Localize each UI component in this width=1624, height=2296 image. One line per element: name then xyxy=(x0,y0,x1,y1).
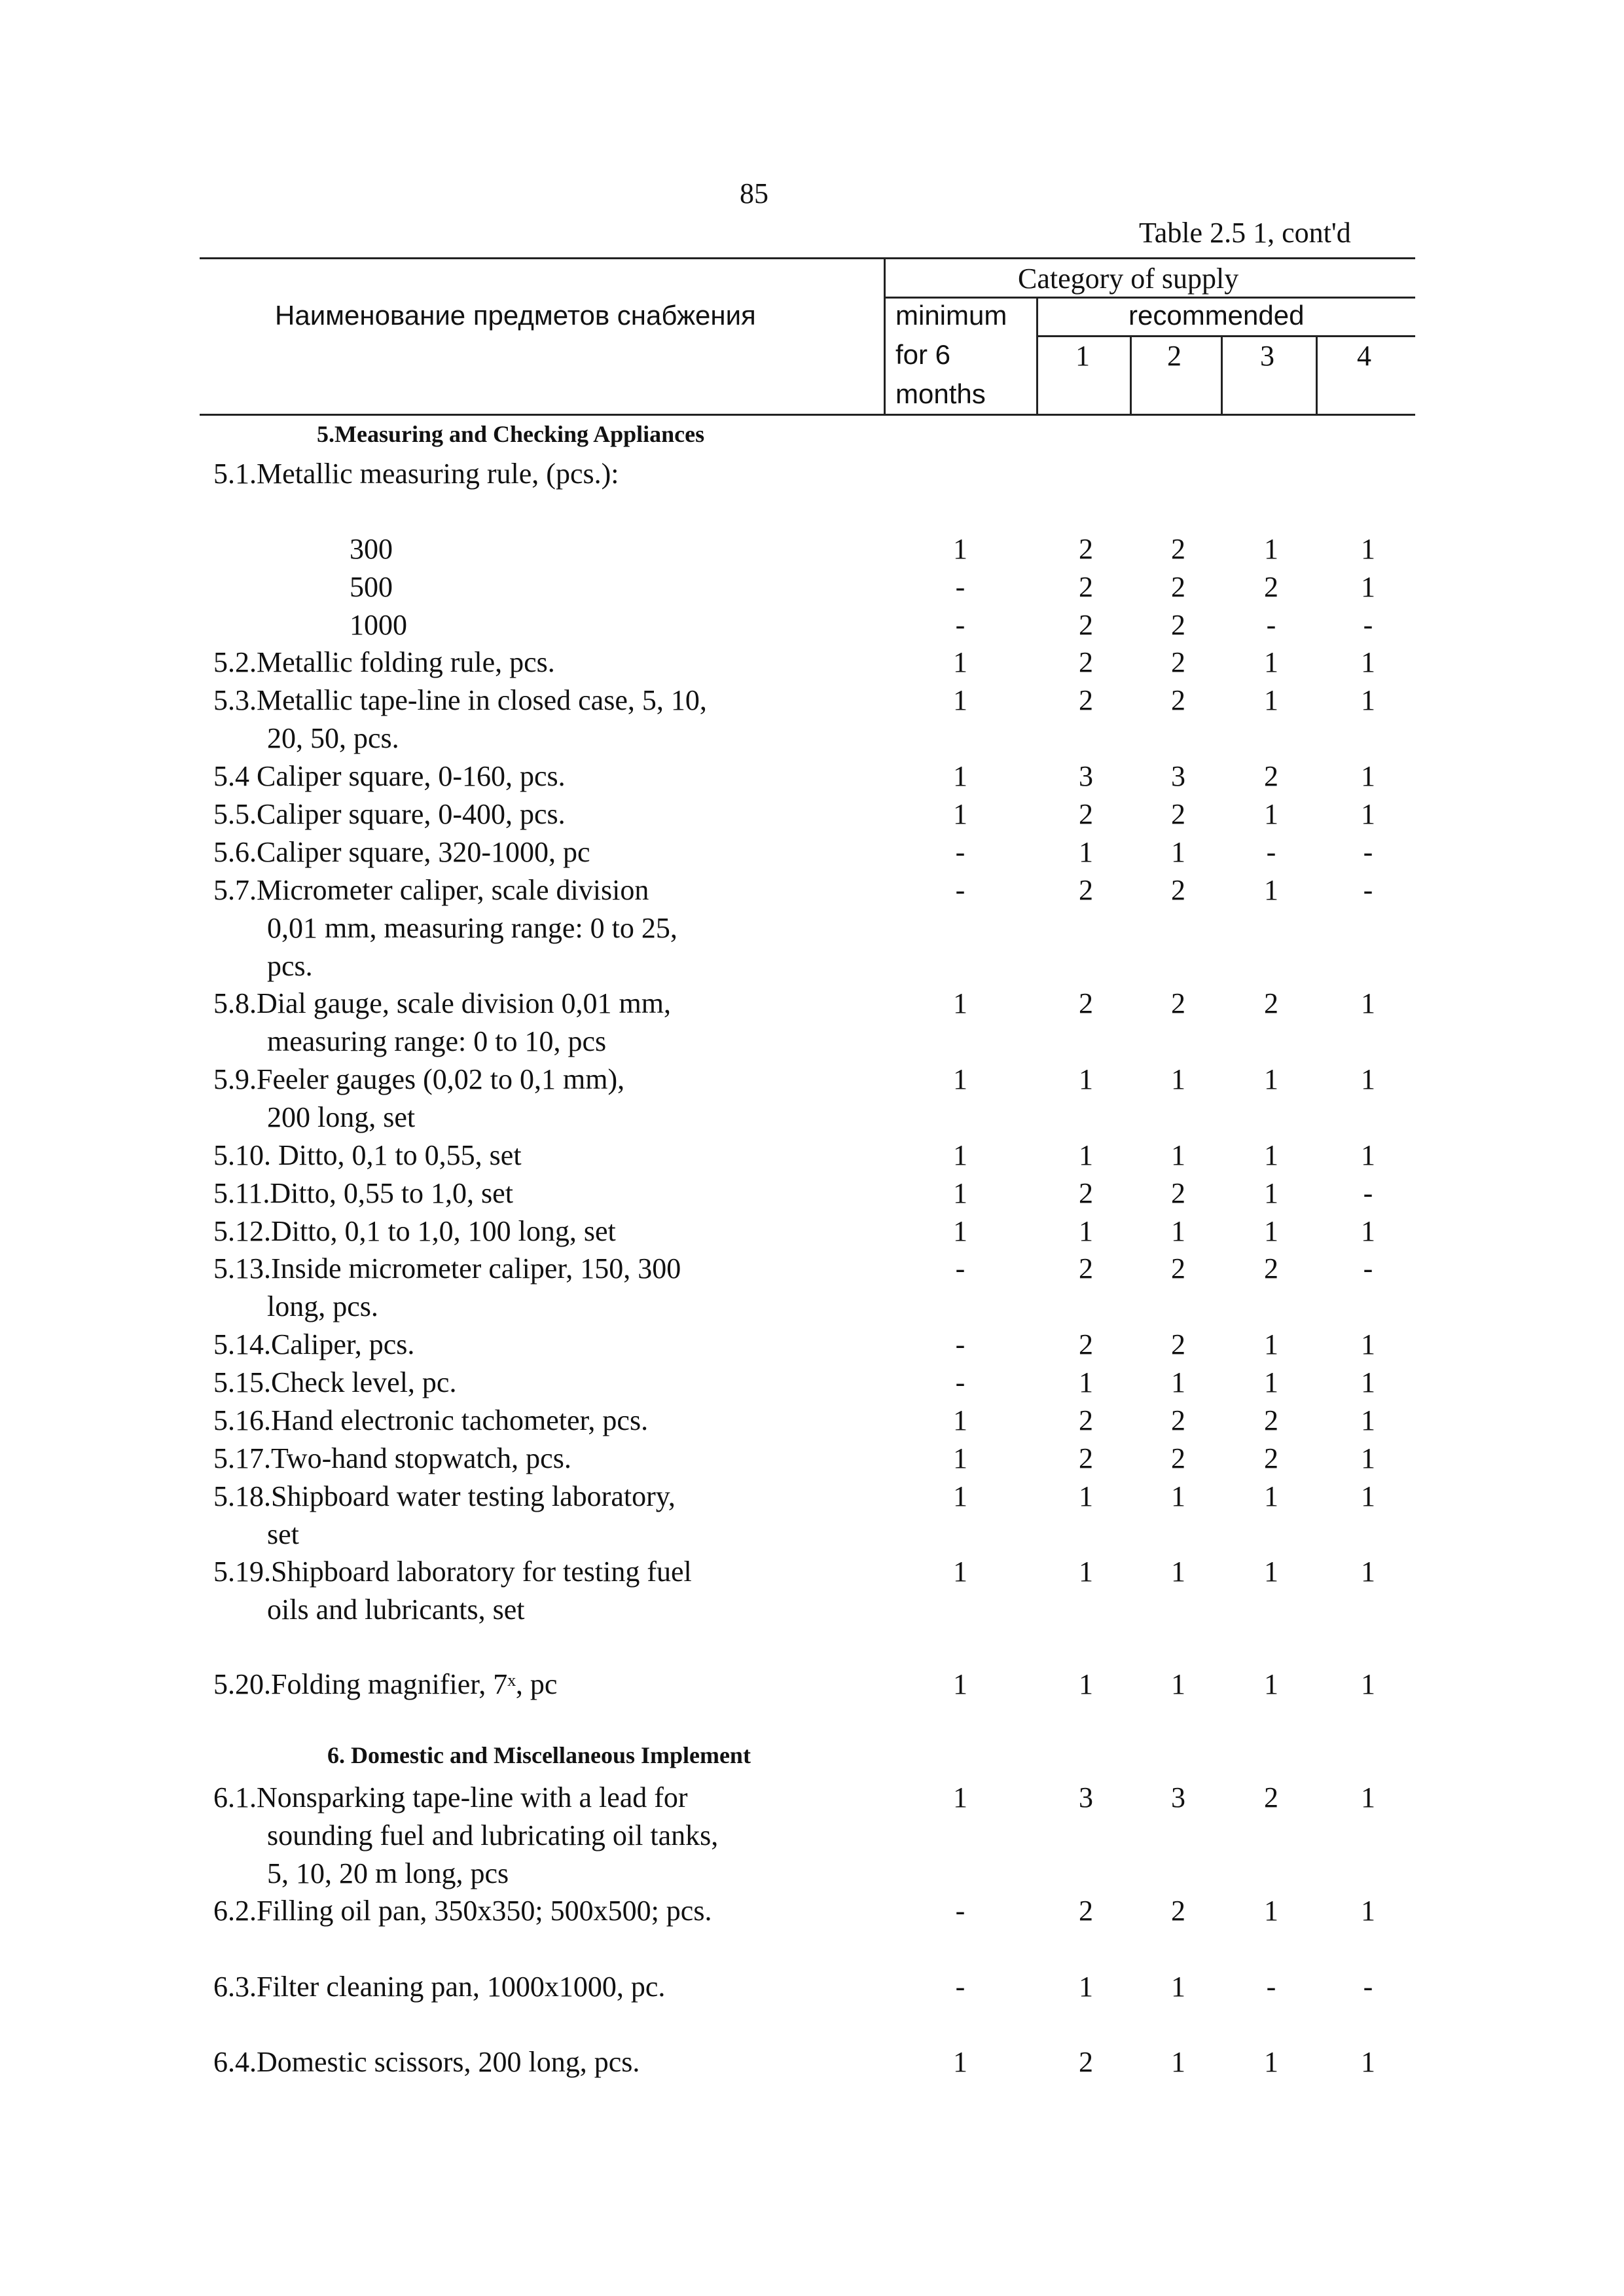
cell-minimum: - xyxy=(955,1252,965,1285)
cell-category-3: 2 xyxy=(1264,987,1278,1019)
cell-category-2: 1 xyxy=(1171,1366,1185,1398)
cell-category-4: 1 xyxy=(1361,1442,1375,1474)
cell-minimum: 1 xyxy=(953,1480,967,1512)
row-label-line: 5.2.Metallic folding rule, pcs. xyxy=(213,646,555,678)
row-label xyxy=(213,1968,665,2006)
cell-minimum: 1 xyxy=(953,1063,967,1095)
row-label xyxy=(213,1175,513,1212)
cell-category-2: 1 xyxy=(1171,1971,1185,2003)
cell-minimum: - xyxy=(955,1366,965,1398)
cell-minimum: 1 xyxy=(953,1781,967,1813)
cell-category-4: - xyxy=(1363,1177,1373,1209)
cell-category-1: 2 xyxy=(1079,874,1093,906)
row-label-continuation: 5, 10, 20 m long, pcs xyxy=(267,1857,509,1889)
cell-minimum: 1 xyxy=(953,798,967,830)
cell-category-1: 1 xyxy=(1079,1668,1093,1700)
cell-category-2: 2 xyxy=(1171,684,1185,716)
cell-minimum: 1 xyxy=(953,2046,967,2078)
cell-category-1: 2 xyxy=(1079,798,1093,830)
row-label xyxy=(213,1440,571,1478)
cell-category-3: 1 xyxy=(1264,684,1278,716)
cell-category-2: 3 xyxy=(1171,760,1185,792)
cell-category-2: 1 xyxy=(1171,2046,1185,2078)
category-2-header: 2 xyxy=(1167,340,1182,372)
header-divider-2 xyxy=(1036,297,1038,414)
cell-category-2: 2 xyxy=(1171,533,1185,565)
row-label xyxy=(350,606,407,644)
cell-category-3: 1 xyxy=(1264,1480,1278,1512)
cell-minimum: 1 xyxy=(953,1215,967,1247)
cell-category-2: 2 xyxy=(1171,1252,1185,1285)
cell-category-2: 2 xyxy=(1171,609,1185,641)
cell-category-4: 1 xyxy=(1361,1668,1375,1700)
row-label xyxy=(213,833,590,871)
row-label xyxy=(213,871,677,985)
cell-category-2: 2 xyxy=(1171,646,1185,678)
cell-category-3: 1 xyxy=(1264,1366,1278,1398)
row-label-continuation: set xyxy=(267,1518,299,1550)
cell-category-4: - xyxy=(1363,1252,1373,1285)
cell-category-3: 1 xyxy=(1264,1063,1278,1095)
cell-category-3: - xyxy=(1266,609,1276,641)
cell-category-2: 2 xyxy=(1171,798,1185,830)
row-label-line: 5.10. Ditto, 0,1 to 0,55, set xyxy=(213,1139,522,1171)
category-1-header: 1 xyxy=(1075,340,1090,372)
cell-category-2: 2 xyxy=(1171,1442,1185,1474)
cell-category-3: 1 xyxy=(1264,798,1278,830)
cell-minimum: - xyxy=(955,1895,965,1927)
cell-category-2: 2 xyxy=(1171,1895,1185,1927)
row-label-continuation: 20, 50, pcs. xyxy=(267,722,399,754)
row-label-line: 5.16.Hand electronic tachometer, pcs. xyxy=(213,1404,649,1436)
cell-category-2: 2 xyxy=(1171,1177,1185,1209)
item-column-header: Наименование предметов снабжения xyxy=(275,300,756,331)
header-top-rule xyxy=(200,257,1415,259)
row-label-line: 1000 xyxy=(350,609,407,641)
row-label-line: 6.3.Filter cleaning pan, 1000x1000, pc. xyxy=(213,1971,666,2003)
row-label-continuation: pcs. xyxy=(267,950,313,982)
row-label-line: 5.14.Caliper, pcs. xyxy=(213,1328,415,1360)
recommended-header: recommended xyxy=(1128,300,1305,331)
cell-category-4: 1 xyxy=(1361,1328,1375,1360)
header-divider-3 xyxy=(1130,335,1132,414)
cell-category-1: 3 xyxy=(1079,760,1093,792)
row-label xyxy=(213,1553,692,1629)
cell-category-1: 3 xyxy=(1079,1781,1093,1813)
header-bottom-rule xyxy=(200,414,1415,416)
header-divider-5 xyxy=(1316,335,1318,414)
row-label-line: 6.2.Filling oil pan, 350x350; 500x500; pcs. xyxy=(213,1895,712,1927)
cell-category-1: 1 xyxy=(1079,1366,1093,1398)
cell-category-4: 1 xyxy=(1361,1366,1375,1398)
cell-category-2: 2 xyxy=(1171,571,1185,603)
row-label xyxy=(213,2043,640,2081)
cell-category-4: 1 xyxy=(1361,1139,1375,1171)
header-divider-4 xyxy=(1221,335,1223,414)
cell-minimum: 1 xyxy=(953,646,967,678)
category-rule xyxy=(884,297,1415,299)
row-label-line: 6.4.Domestic scissors, 200 long, pcs. xyxy=(213,2046,640,2078)
cell-category-1: 2 xyxy=(1079,987,1093,1019)
row-label-line: 5.4 Caliper square, 0-160, pcs. xyxy=(213,760,566,792)
cell-category-3: 2 xyxy=(1264,1252,1278,1285)
row-label-line: 5.9.Feeler gauges (0,02 to 0,1 mm), xyxy=(213,1063,625,1095)
cell-minimum: - xyxy=(955,1328,965,1360)
row-label xyxy=(213,644,555,682)
cell-category-3: 1 xyxy=(1264,1895,1278,1927)
cell-category-1: 2 xyxy=(1079,1252,1093,1285)
cell-category-1: 1 xyxy=(1079,1139,1093,1171)
category-3-header: 3 xyxy=(1260,340,1274,372)
cell-category-4: - xyxy=(1363,609,1373,641)
cell-category-3: 1 xyxy=(1264,874,1278,906)
cell-category-4: 1 xyxy=(1361,533,1375,565)
cell-category-4: 1 xyxy=(1361,684,1375,716)
section-title-5: 5.Measuring and Checking Appliances xyxy=(317,421,705,447)
cell-category-3: 1 xyxy=(1264,1215,1278,1247)
cell-minimum: 1 xyxy=(953,533,967,565)
row-label xyxy=(213,1478,676,1554)
row-label-line: 5.19.Shipboard laboratory for testing fuel xyxy=(213,1556,692,1588)
cell-category-1: 2 xyxy=(1079,1328,1093,1360)
minimum-header-line1: minimum xyxy=(895,300,1007,331)
cell-category-1: 2 xyxy=(1079,609,1093,641)
row-label xyxy=(213,1250,681,1326)
cell-category-2: 3 xyxy=(1171,1781,1185,1813)
row-label-line: 6.1.Nonsparking tape-line with a lead for xyxy=(213,1781,688,1813)
cell-category-4: 1 xyxy=(1361,987,1375,1019)
cell-minimum: 1 xyxy=(953,1442,967,1474)
row-label-line: 5.18.Shipboard water testing laboratory, xyxy=(213,1480,676,1512)
cell-category-1: 1 xyxy=(1079,1971,1093,2003)
cell-category-3: - xyxy=(1266,836,1276,868)
cell-minimum: 1 xyxy=(953,1668,967,1700)
minimum-header-line3: months xyxy=(895,378,986,409)
cell-minimum: 1 xyxy=(953,684,967,716)
cell-category-1: 2 xyxy=(1079,684,1093,716)
row-label-line: 5.20.Folding magnifier, 7ˣ, pc xyxy=(213,1668,558,1700)
cell-minimum: 1 xyxy=(953,1404,967,1436)
header-divider-1 xyxy=(884,257,886,414)
cell-category-4: 1 xyxy=(1361,1781,1375,1813)
cell-category-4: - xyxy=(1363,836,1373,868)
cell-category-2: 1 xyxy=(1171,1215,1185,1247)
cell-category-1: 1 xyxy=(1079,1556,1093,1588)
cell-category-2: 1 xyxy=(1171,836,1185,868)
cell-category-3: 1 xyxy=(1264,1328,1278,1360)
table-caption: Table 2.5 1, cont'd xyxy=(1139,217,1351,249)
cell-minimum: 1 xyxy=(953,1139,967,1171)
cell-category-4: 1 xyxy=(1361,2046,1375,2078)
cell-minimum: 1 xyxy=(953,760,967,792)
cell-category-4: 1 xyxy=(1361,1556,1375,1588)
cell-category-4: 1 xyxy=(1361,646,1375,678)
page-number: 85 xyxy=(740,177,768,210)
cell-minimum: 1 xyxy=(953,1177,967,1209)
cell-category-1: 2 xyxy=(1079,646,1093,678)
row-label-continuation: measuring range: 0 to 10, pcs xyxy=(267,1025,607,1057)
row-label-line: 500 xyxy=(350,571,393,603)
cell-category-4: - xyxy=(1363,874,1373,906)
cell-minimum: - xyxy=(955,609,965,641)
cell-category-3: - xyxy=(1266,1971,1276,2003)
row-label xyxy=(350,568,393,606)
row-label-line: 300 xyxy=(350,533,393,565)
row-label xyxy=(213,757,566,795)
row-label-line: 5.3.Metallic tape-line in closed case, 5, 10, xyxy=(213,684,707,716)
row-label-continuation: 0,01 mm, measuring range: 0 to 25, xyxy=(267,912,677,944)
row-label xyxy=(213,1364,456,1402)
cell-minimum: - xyxy=(955,1971,965,2003)
cell-category-4: 1 xyxy=(1361,760,1375,792)
row-label-line: 5.8.Dial gauge, scale division 0,01 mm, xyxy=(213,987,671,1019)
row-label xyxy=(213,795,566,833)
cell-category-4: 1 xyxy=(1361,1895,1375,1927)
row-label-line: 5.7.Micrometer caliper, scale division xyxy=(213,874,649,906)
row-label-line: 5.12.Ditto, 0,1 to 1,0, 100 long, set xyxy=(213,1215,616,1247)
cell-category-3: 2 xyxy=(1264,760,1278,792)
section-title-6: 6. Domestic and Miscellaneous Implement xyxy=(327,1742,751,1768)
cell-category-3: 1 xyxy=(1264,1556,1278,1588)
cell-category-3: 2 xyxy=(1264,1442,1278,1474)
cell-category-3: 1 xyxy=(1264,533,1278,565)
cell-category-4: 1 xyxy=(1361,1480,1375,1512)
cell-category-2: 2 xyxy=(1171,987,1185,1019)
cell-category-4: 1 xyxy=(1361,1215,1375,1247)
row-label xyxy=(213,1137,522,1175)
cell-category-2: 2 xyxy=(1171,1404,1185,1436)
row-label xyxy=(213,1402,648,1440)
minimum-header-line2: for 6 xyxy=(895,339,951,370)
cell-category-3: 2 xyxy=(1264,1781,1278,1813)
cell-category-2: 1 xyxy=(1171,1063,1185,1095)
category-of-supply-header: Category of supply xyxy=(1018,263,1239,295)
cell-category-3: 1 xyxy=(1264,646,1278,678)
row-label xyxy=(213,455,619,493)
row-label xyxy=(213,1326,414,1364)
cell-category-3: 1 xyxy=(1264,1177,1278,1209)
cell-category-2: 2 xyxy=(1171,874,1185,906)
row-label xyxy=(213,1892,712,1930)
cell-category-1: 2 xyxy=(1079,533,1093,565)
row-label xyxy=(213,1779,718,1893)
cell-minimum: - xyxy=(955,836,965,868)
cell-category-4: 1 xyxy=(1361,1063,1375,1095)
numbers-rule xyxy=(1036,335,1415,337)
cell-category-1: 2 xyxy=(1079,1442,1093,1474)
cell-category-1: 2 xyxy=(1079,1404,1093,1436)
row-label-continuation: oils and lubricants, set xyxy=(267,1594,525,1626)
cell-category-4: 1 xyxy=(1361,1404,1375,1436)
row-label xyxy=(213,682,707,757)
cell-category-3: 2 xyxy=(1264,571,1278,603)
cell-category-2: 1 xyxy=(1171,1668,1185,1700)
cell-category-1: 1 xyxy=(1079,836,1093,868)
row-label xyxy=(350,530,393,568)
row-label-continuation: sounding fuel and lubricating oil tanks, xyxy=(267,1819,719,1851)
cell-category-1: 2 xyxy=(1079,1895,1093,1927)
cell-minimum: 1 xyxy=(953,1556,967,1588)
cell-category-4: 1 xyxy=(1361,571,1375,603)
cell-category-4: 1 xyxy=(1361,798,1375,830)
row-label xyxy=(213,1061,624,1137)
cell-minimum: 1 xyxy=(953,987,967,1019)
cell-category-3: 2 xyxy=(1264,1404,1278,1436)
cell-category-2: 2 xyxy=(1171,1328,1185,1360)
category-4-header: 4 xyxy=(1357,340,1371,372)
row-label-line: 5.1.Metallic measuring rule, (pcs.): xyxy=(213,458,619,490)
row-label-line: 5.11.Ditto, 0,55 to 1,0, set xyxy=(213,1177,513,1209)
cell-category-1: 1 xyxy=(1079,1215,1093,1247)
cell-category-3: 1 xyxy=(1264,1139,1278,1171)
cell-category-1: 2 xyxy=(1079,1177,1093,1209)
row-label-line: 5.6.Caliper square, 320-1000, pc xyxy=(213,836,590,868)
row-label-line: 5.17.Two-hand stopwatch, pcs. xyxy=(213,1442,571,1474)
row-label-continuation: long, pcs. xyxy=(267,1290,378,1322)
cell-category-2: 1 xyxy=(1171,1139,1185,1171)
row-label xyxy=(213,1212,616,1250)
row-label xyxy=(213,1666,557,1704)
cell-category-3: 1 xyxy=(1264,2046,1278,2078)
row-label-continuation: 200 long, set xyxy=(267,1101,416,1133)
cell-category-2: 1 xyxy=(1171,1480,1185,1512)
row-label xyxy=(213,985,671,1061)
cell-minimum: - xyxy=(955,571,965,603)
row-label-line: 5.13.Inside micrometer caliper, 150, 300 xyxy=(213,1252,681,1285)
cell-category-1: 2 xyxy=(1079,571,1093,603)
cell-category-2: 1 xyxy=(1171,1556,1185,1588)
cell-category-1: 2 xyxy=(1079,2046,1093,2078)
row-label-line: 5.5.Caliper square, 0-400, pcs. xyxy=(213,798,566,830)
cell-category-1: 1 xyxy=(1079,1480,1093,1512)
cell-category-1: 1 xyxy=(1079,1063,1093,1095)
cell-category-3: 1 xyxy=(1264,1668,1278,1700)
cell-category-4: - xyxy=(1363,1971,1373,2003)
row-label-line: 5.15.Check level, pc. xyxy=(213,1366,457,1398)
cell-minimum: - xyxy=(955,874,965,906)
